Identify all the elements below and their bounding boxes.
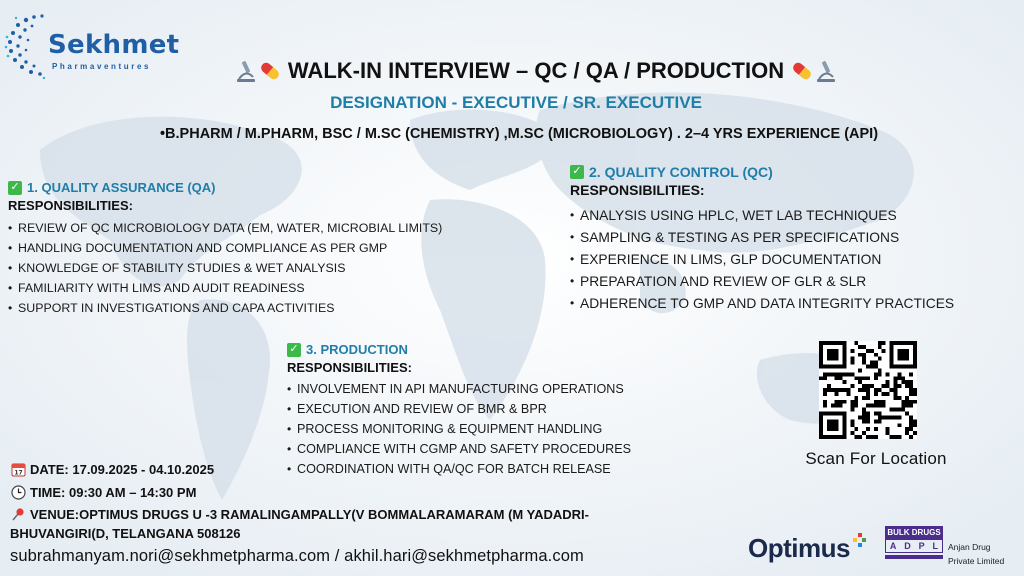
- designation-heading: DESIGNATION - EXECUTIVE / SR. EXECUTIVE: [330, 93, 702, 112]
- list-item: [570, 204, 1020, 226]
- list-item-text: HANDLING DOCUMENTATION AND COMPLIANCE AS PER GMP: [18, 241, 388, 255]
- list-item: [8, 258, 548, 278]
- list-item: [570, 270, 1020, 292]
- list-item: [570, 248, 1020, 270]
- qr-code-icon[interactable]: [818, 341, 918, 439]
- microscope-icon: [815, 59, 837, 83]
- anjan-drug-name: [948, 540, 1004, 568]
- qc-responsibilities-list: [570, 204, 1020, 314]
- clock-icon: [10, 484, 26, 500]
- list-item-text: KNOWLEDGE OF STABILITY STUDIES & WET ANALYSIS: [18, 261, 346, 275]
- title-right-emojis: [790, 59, 837, 83]
- bullet-icon: •: [8, 241, 13, 255]
- venue-line-1: VENUE:OPTIMUS DRUGS U -3 RAMALINGAMPALLY(V BOMMALARAMARAM (M YADADRI-: [30, 506, 589, 522]
- bullet-icon: •: [287, 382, 292, 396]
- bullet-icon: •: [570, 252, 575, 266]
- bullet-icon: •: [8, 221, 13, 235]
- list-item-text: ADHERENCE TO GMP AND DATA INTEGRITY PRACTICES: [580, 295, 955, 311]
- brand-name: Sekhmet: [48, 30, 180, 60]
- qa-responsibilities-label: RESPONSIBILITIES:: [8, 198, 133, 213]
- anjan-line-1: Anjan Drug: [948, 542, 991, 552]
- microscope-icon: [235, 59, 257, 83]
- adpl-letters: [885, 539, 943, 553]
- list-item-text: PREPARATION AND REVIEW OF GLR & SLR: [580, 273, 867, 289]
- date-text: DATE: 17.09.2025 - 04.10.2025: [30, 461, 215, 477]
- adpl-letter: A: [889, 541, 897, 551]
- date-info: [10, 461, 214, 477]
- title-row: [196, 54, 876, 88]
- qc-section: [570, 163, 1020, 314]
- qa-section: [8, 179, 548, 318]
- qualification-line: •B.PHARM / M.PHARM, BSC / M.SC (CHEMISTRY) ,M.SC (MICROBIOLOGY) . 2–4 YRS EXPERIENCE (API): [159, 126, 879, 142]
- production-responsibilities-list: [287, 379, 727, 479]
- list-item-text: FAMILIARITY WITH LIMS AND AUDIT READINESS: [18, 281, 305, 295]
- venue-line-2: BHUVANGIRI(D, TELANGANA 508126: [10, 526, 241, 541]
- adpl-letter: P: [918, 541, 925, 551]
- bullet-icon: •: [570, 208, 575, 222]
- qc-responsibilities-label: RESPONSIBILITIES:: [570, 182, 705, 198]
- check-mark-icon: ✓: [287, 343, 301, 357]
- page-title: WALK-IN INTERVIEW – QC / QA / PRODUCTION: [287, 58, 785, 83]
- adpl-letter: D: [904, 541, 911, 551]
- pushpin-icon: [10, 506, 26, 522]
- list-item: [570, 226, 1020, 248]
- bullet-icon: •: [8, 301, 13, 315]
- optimus-logo: [748, 530, 867, 566]
- title-left-emojis: [235, 59, 282, 83]
- list-item-text: COMPLIANCE WITH CGMP AND SAFETY PROCEDURES: [297, 442, 632, 456]
- list-item-text: EXECUTION AND REVIEW OF BMR & BPR: [297, 402, 547, 416]
- list-item-text: SAMPLING & TESTING AS PER SPECIFICATIONS: [580, 229, 900, 245]
- bulk-drugs-logo: [885, 526, 943, 566]
- list-item: [287, 399, 727, 419]
- contact-emails[interactable]: subrahmanyam.nori@sekhmetpharma.com / akhil.hari@sekhmetpharma.com: [10, 547, 584, 565]
- venue-info: [10, 506, 589, 522]
- list-item: [570, 292, 1020, 314]
- calendar-icon: [10, 461, 26, 477]
- production-section: [287, 341, 727, 479]
- svg-text:17: 17: [13, 469, 23, 476]
- time-info: [10, 484, 196, 500]
- list-item: [8, 298, 548, 318]
- list-item: [8, 238, 548, 258]
- check-mark-icon: ✓: [8, 181, 22, 195]
- list-item-text: PROCESS MONITORING & EQUIPMENT HANDLING: [297, 422, 603, 436]
- list-item: [287, 439, 727, 459]
- bullet-icon: •: [570, 296, 575, 310]
- list-item: [287, 379, 727, 399]
- check-mark-icon: ✓: [570, 165, 584, 179]
- bullet-icon: •: [287, 442, 292, 456]
- list-item: [8, 278, 548, 298]
- pill-icon: [790, 59, 814, 83]
- bullet-icon: •: [287, 422, 292, 436]
- list-item-text: EXPERIENCE IN LIMS, GLP DOCUMENTATION: [580, 251, 882, 267]
- bullet-icon: •: [287, 462, 292, 476]
- qa-section-title: 1. QUALITY ASSURANCE (QA): [27, 180, 216, 195]
- list-item-text: INVOLVEMENT IN API MANUFACTURING OPERATIONS: [297, 382, 624, 396]
- optimus-logo-text: Optimus: [748, 532, 850, 563]
- sekhmet-logo: [4, 6, 180, 86]
- bullet-icon: •: [287, 402, 292, 416]
- bullet-icon: •: [570, 230, 575, 244]
- bullet-icon: •: [8, 281, 13, 295]
- bullet-icon: •: [8, 261, 13, 275]
- list-item-text: SUPPORT IN INVESTIGATIONS AND CAPA ACTIVITIES: [18, 301, 335, 315]
- brand-subtitle: Pharmaventures: [52, 62, 152, 71]
- time-text: TIME: 09:30 AM – 14:30 PM: [30, 484, 197, 500]
- optimus-color-mark-icon: [853, 533, 867, 547]
- list-item-text: ANALYSIS USING HPLC, WET LAB TECHNIQUES: [580, 207, 897, 223]
- bulk-drugs-label: BULK DRUGS: [885, 526, 943, 539]
- list-item-text: COORDINATION WITH QA/QC FOR BATCH RELEASE: [297, 462, 611, 476]
- qc-section-title: 2. QUALITY CONTROL (QC): [589, 163, 773, 180]
- anjan-line-2: Private Limited: [948, 556, 1005, 566]
- list-item: [287, 459, 727, 479]
- bulk-drugs-bar: [885, 555, 943, 559]
- list-item: [8, 218, 548, 238]
- qa-responsibilities-list: [8, 218, 548, 318]
- qr-caption: Scan For Location: [805, 449, 947, 468]
- adpl-letter: L: [932, 541, 939, 551]
- list-item-text: REVIEW OF QC MICROBIOLOGY DATA (EM, WATER, MICROBIAL LIMITS): [18, 221, 443, 235]
- production-section-title: 3. PRODUCTION: [306, 342, 408, 357]
- list-item: [287, 419, 727, 439]
- pill-icon: [258, 59, 282, 83]
- production-responsibilities-label: RESPONSIBILITIES:: [287, 360, 412, 375]
- bullet-icon: •: [570, 274, 575, 288]
